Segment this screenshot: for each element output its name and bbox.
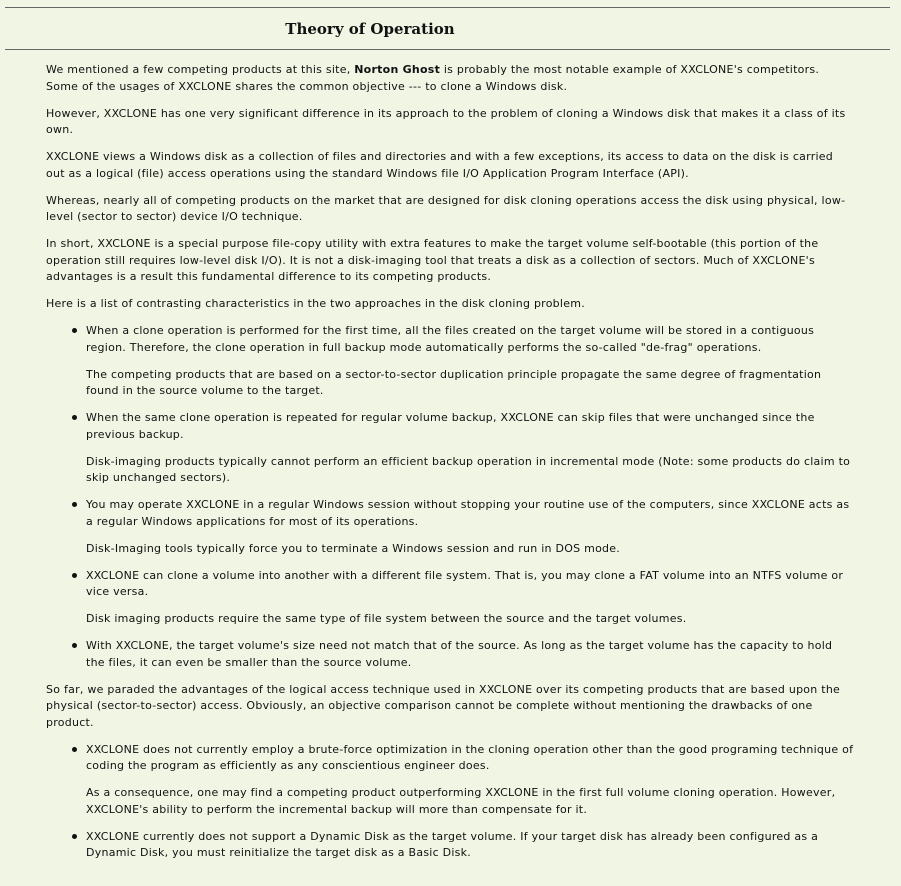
intro-paragraph-5: In short, XXCLONE is a special purpose file-copy utility with extra features to make the target volume self-bootable (this portion of the operation still requires low-level disk I/O). It is not a disk-imaging tool that treats a disk as a collection of sectors. Much of XXCLONE's advantages is a result this fundamental difference to its competing products. [46,237,819,283]
list-item: When a clone operation is performed for the first time, all the files created on the target volume will be stored in a contiguous region. Therefore, the clone operation in full backup mode automatically performs the so-called "de-frag" operations. The competing products that are based on a sector-to-sector duplication principle propagate the same degree of fragmentation found in the source volume to the target. [86,323,854,400]
intro-paragraph-3: XXCLONE views a Windows disk as a collection of files and directories and with a few exceptions, its access to data on the disk is carried out as a logical (file) access operations using the standard Windows file I/O Application Program Interface (API). [46,150,834,180]
top-divider [5,7,890,8]
bullet-icon [72,415,77,420]
bullet-icon [72,573,77,578]
bullet-icon [72,747,77,752]
drawbacks-intro: So far, we paraded the advantages of the logical access technique used in XXCLONE over its competing products that are based upon the physical (sector-to-sector) access. Obviously, an objective comparison cannot be complete without mentioning the drawbacks of one product. [46,682,841,729]
list-item: XXCLONE can clone a volume into another with a different file system. That is, you may clone a FAT volume into an NTFS volume or vice versa. Disk imaging products require the same type of file system between the source and the target volumes. [86,568,854,628]
bullet-icon [72,834,77,839]
list-item: XXCLONE does not currently employ a brute-force optimization in the cloning operation other than the good programing technique of coding the program as efficiently as any conscientious engineer does. As a consequence, one may find a competing product outperforming XXCLONE in the first full volume cloning operation. However, XXCLONE's ability to perform the incremental backup will more than compensate for it. [86,742,854,819]
list-item: When the same clone operation is repeated for regular volume backup, XXCLONE can skip files that were unchanged since the previous backup. Disk-imaging products typically cannot perform an efficient backup operation in incremental mode (Note: some products do claim to skip unchanged sectors). [86,410,854,487]
list-item: With XXCLONE, the target volume's size need not match that of the source. As long as the target volume has the capacity to hold the files, it can even be smaller than the source volume. [86,638,854,671]
intro-paragraph-1: We mentioned a few competing products at this site, Norton Ghost is probably the most notable example of XXCLONE's competitors. Some of the usages of XXCLONE shares the common objective --- to clone a Windows disk. [46,63,820,93]
bullet-icon [72,328,77,333]
article-body [46,62,854,872]
advantages-list [46,323,854,671]
drawbacks-list [46,742,854,862]
bullet-icon [72,643,77,648]
list-item: You may operate XXCLONE in a regular Windows session without stopping your routine use of the computers, since XXCLONE acts as a regular Windows applications for most of its operations. Disk-Imaging tools typically force you to terminate a Windows session and run in DOS mode. [86,497,854,557]
intro-paragraph-6: Here is a list of contrasting characteristics in the two approaches in the disk cloning problem. [46,297,585,310]
intro-paragraph-2: However, XXCLONE has one very significant difference in its approach to the problem of cloning a Windows disk that makes it a class of its own. [46,106,846,136]
intro-paragraph-4: Whereas, nearly all of competing products on the market that are designed for disk cloning operations access the disk using physical, low-level (sector to sector) device I/O technique. [46,193,846,223]
list-item: XXCLONE currently does not support a Dynamic Disk as the target volume. If your target disk has already been configured as a Dynamic Disk, you must reinitialize the target disk as a Basic Disk. [86,829,854,862]
bullet-icon [72,502,77,507]
norton-ghost-name: Norton Ghost [354,63,441,76]
page-title: Theory of Operation [285,20,455,38]
title-divider [5,49,890,50]
